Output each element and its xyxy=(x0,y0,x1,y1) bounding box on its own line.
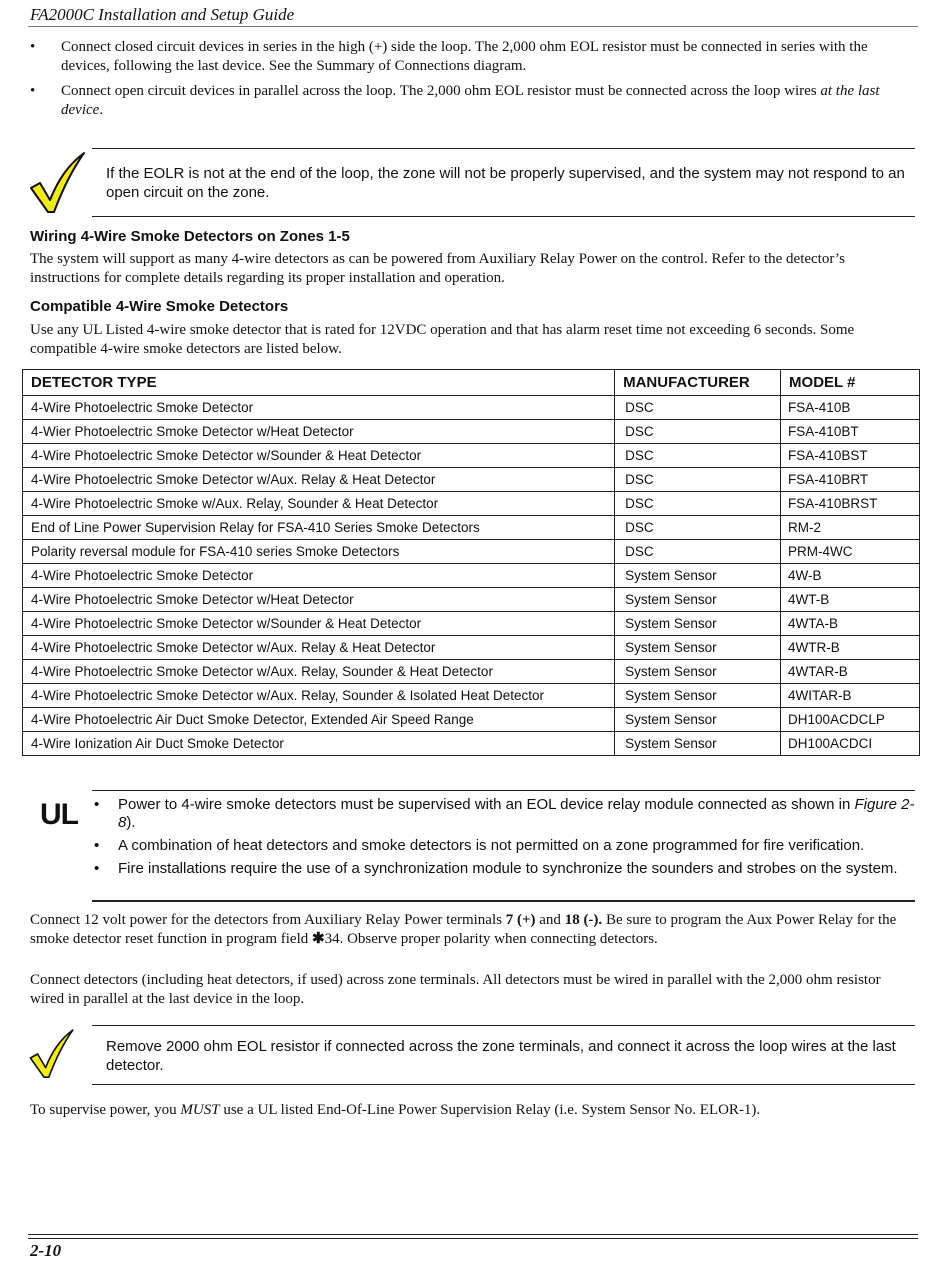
model-cell: DH100ACDCI xyxy=(781,732,920,756)
detector-type-cell: 4-Wire Photoelectric Smoke Detector w/Aux. Relay, Sounder & Heat Detector xyxy=(23,660,615,684)
text-run: and xyxy=(535,912,565,928)
table-row xyxy=(23,612,920,636)
manufacturer-cell: System Sensor xyxy=(615,612,781,636)
manufacturer-cell: DSC xyxy=(615,420,781,444)
paragraph-compatible: Use any UL Listed 4-wire smoke detector that is rated for 12VDC operation and that has alarm reset time not exceeding 6 seconds. Some compatible 4-wire smoke detectors are listed below. xyxy=(30,322,855,357)
table-row xyxy=(23,420,920,444)
manufacturer-cell: DSC xyxy=(615,516,781,540)
bullet-item xyxy=(30,38,910,76)
ul-item-text: A combination of heat detectors and smoke detectors is not permitted on a zone programmed for fire verification. xyxy=(118,837,865,854)
table-row xyxy=(23,636,920,660)
detector-type-cell: 4-Wier Photoelectric Smoke Detector w/Heat Detector xyxy=(23,420,615,444)
table-row xyxy=(23,468,920,492)
table-row xyxy=(23,732,920,756)
manufacturer-cell: System Sensor xyxy=(615,684,781,708)
detector-type-cell: 4-Wire Photoelectric Smoke Detector xyxy=(23,564,615,588)
manufacturer-cell: System Sensor xyxy=(615,660,781,684)
table-row xyxy=(23,492,920,516)
ul-list-item xyxy=(92,837,915,855)
detector-type-cell: 4-Wire Ionization Air Duct Smoke Detector xyxy=(23,732,615,756)
page-number: 2-10 xyxy=(30,1241,62,1260)
ul-item-text: Fire installations require the use of a synchronization module to synchronize the sounders and strobes on the system. xyxy=(118,860,898,877)
header-rule xyxy=(28,26,918,27)
ul-item-text: Power to 4-wire smoke detectors must be supervised with an EOL device relay module connected as shown in xyxy=(118,796,855,813)
text-run: Be sure to program the Aux Power Relay for the smoke detector reset function in program field xyxy=(30,912,897,947)
ul-mark: UL xyxy=(40,798,78,831)
detector-table xyxy=(22,369,920,756)
text-run: 34. Observe proper polarity when connecting detectors. xyxy=(324,931,658,947)
bullet-text-end: . xyxy=(99,102,104,118)
table-row xyxy=(23,564,920,588)
section-heading-compatible: Compatible 4-Wire Smoke Detectors xyxy=(30,298,289,315)
manufacturer-cell: DSC xyxy=(615,540,781,564)
manufacturer-cell: DSC xyxy=(615,444,781,468)
detector-type-cell: 4-Wire Photoelectric Smoke Detector w/Sounder & Heat Detector xyxy=(23,612,615,636)
detector-type-cell: 4-Wire Photoelectric Smoke Detector w/Sounder & Heat Detector xyxy=(23,444,615,468)
column-header-model: MODEL # xyxy=(781,370,920,396)
manufacturer-cell: DSC xyxy=(615,492,781,516)
table-row xyxy=(23,396,920,420)
text-run: To supervise power, you xyxy=(30,1102,181,1118)
model-cell: 4WTR-B xyxy=(781,636,920,660)
detector-type-cell: 4-Wire Photoelectric Smoke Detector w/Aux. Relay & Heat Detector xyxy=(23,468,615,492)
ul-list-item xyxy=(92,860,915,878)
model-cell: 4WT-B xyxy=(781,588,920,612)
page-header-title: FA2000C Installation and Setup Guide xyxy=(30,5,295,24)
column-header-detector-type: DETECTOR TYPE xyxy=(23,370,615,396)
table-row xyxy=(23,708,920,732)
manufacturer-cell: System Sensor xyxy=(615,564,781,588)
detector-type-cell: 4-Wire Photoelectric Smoke w/Aux. Relay, Sounder & Heat Detector xyxy=(23,492,615,516)
manufacturer-cell: System Sensor xyxy=(615,588,781,612)
model-cell: FSA-410BRST xyxy=(781,492,920,516)
note-text: If the EOLR is not at the end of the loop, the zone will not be properly supervised, and the system may not respond to an open circuit on the zone. xyxy=(106,165,905,201)
note-text: Remove 2000 ohm EOL resistor if connected across the zone terminals, and connect it across the loop wires at the last detector. xyxy=(106,1038,896,1074)
footer-rule xyxy=(28,1234,918,1235)
table-row xyxy=(23,444,920,468)
model-cell: FSA-410BST xyxy=(781,444,920,468)
detector-type-cell: 4-Wire Photoelectric Air Duct Smoke Detector, Extended Air Speed Range xyxy=(23,708,615,732)
note-remove-resistor xyxy=(92,1025,915,1085)
manufacturer-cell: DSC xyxy=(615,396,781,420)
model-cell: RM-2 xyxy=(781,516,920,540)
bullet-text: Connect open circuit devices in parallel across the loop. The 2,000 ohm EOL resistor must be connected across the loop wires xyxy=(61,83,821,99)
footer-rule xyxy=(28,1238,918,1239)
text-run: Connect 12 volt power for the detectors from Auxiliary Relay Power terminals xyxy=(30,912,506,928)
checkmark-icon xyxy=(28,150,88,216)
bullet-dot: • xyxy=(30,83,36,99)
text-run: use a UL listed End-Of-Line Power Supervision Relay (i.e. System Sensor No. ELOR-1). xyxy=(219,1102,761,1118)
detector-type-cell: 4-Wire Photoelectric Smoke Detector w/Aux. Relay & Heat Detector xyxy=(23,636,615,660)
terminal-positive: 7 (+) xyxy=(505,912,536,928)
detector-type-cell: Polarity reversal module for FSA-410 series Smoke Detectors xyxy=(23,540,615,564)
table-row xyxy=(23,684,920,708)
model-cell: 4WITAR-B xyxy=(781,684,920,708)
table-row xyxy=(23,516,920,540)
table-row xyxy=(23,660,920,684)
model-cell: FSA-410BRT xyxy=(781,468,920,492)
table-header-row xyxy=(23,370,920,396)
bullet-text-emphasis: at the last device xyxy=(61,83,880,118)
paragraph-wiring: The system will support as many 4-wire detectors as can be powered from Auxiliary Relay Power on the control. Refer to the detector’s instructions for complete details regarding its proper installation and operation. xyxy=(30,251,845,286)
model-cell: 4WTAR-B xyxy=(781,660,920,684)
emphasis-must: MUST xyxy=(180,1102,220,1118)
manufacturer-cell: DSC xyxy=(615,468,781,492)
ul-item-text-end: ). xyxy=(126,814,136,831)
star-symbol: ✱ xyxy=(312,931,325,947)
ul-requirements-box xyxy=(92,790,915,902)
bullet-item xyxy=(30,82,910,120)
model-cell: PRM-4WC xyxy=(781,540,920,564)
bullet-dot: • xyxy=(94,796,100,813)
detector-type-cell: End of Line Power Supervision Relay for FSA-410 Series Smoke Detectors xyxy=(23,516,615,540)
manufacturer-cell: System Sensor xyxy=(615,708,781,732)
detector-type-cell: 4-Wire Photoelectric Smoke Detector w/Aux. Relay, Sounder & Isolated Heat Detector xyxy=(23,684,615,708)
table-row xyxy=(23,588,920,612)
model-cell: FSA-410B xyxy=(781,396,920,420)
checkmark-icon xyxy=(28,1027,76,1081)
manufacturer-cell: System Sensor xyxy=(615,636,781,660)
paragraph-connect: Connect detectors (including heat detectors, if used) across zone terminals. All detectors must be wired in parallel with the 2,000 ohm resistor wired in parallel at the last device in the loop. xyxy=(30,972,881,1007)
bullet-dot: • xyxy=(30,39,36,55)
model-cell: 4WTA-B xyxy=(781,612,920,636)
model-cell: 4W-B xyxy=(781,564,920,588)
model-cell: FSA-410BT xyxy=(781,420,920,444)
section-heading-wiring: Wiring 4-Wire Smoke Detectors on Zones 1-5 xyxy=(30,228,350,245)
bullet-dot: • xyxy=(94,837,100,854)
detector-type-cell: 4-Wire Photoelectric Smoke Detector xyxy=(23,396,615,420)
column-header-manufacturer: MANUFACTURER xyxy=(615,370,781,396)
paragraph-supervise xyxy=(30,1101,918,1120)
note-eolr xyxy=(92,148,915,217)
manufacturer-cell: System Sensor xyxy=(615,732,781,756)
paragraph-power xyxy=(30,911,918,949)
table-row xyxy=(23,540,920,564)
figure-reference: Figure 2-8 xyxy=(118,796,915,831)
detector-type-cell: 4-Wire Photoelectric Smoke Detector w/Heat Detector xyxy=(23,588,615,612)
intro-bullet-list xyxy=(30,38,910,126)
ul-list-item xyxy=(92,796,915,832)
bullet-text: Connect closed circuit devices in series in the high (+) side the loop. The 2,000 ohm EOL resistor must be connected in series with the devices, following the last device. See the Summary of Connections diagram. xyxy=(61,39,868,74)
model-cell: DH100ACDCLP xyxy=(781,708,920,732)
bullet-dot: • xyxy=(94,860,100,877)
terminal-negative: 18 (-). xyxy=(564,912,603,928)
